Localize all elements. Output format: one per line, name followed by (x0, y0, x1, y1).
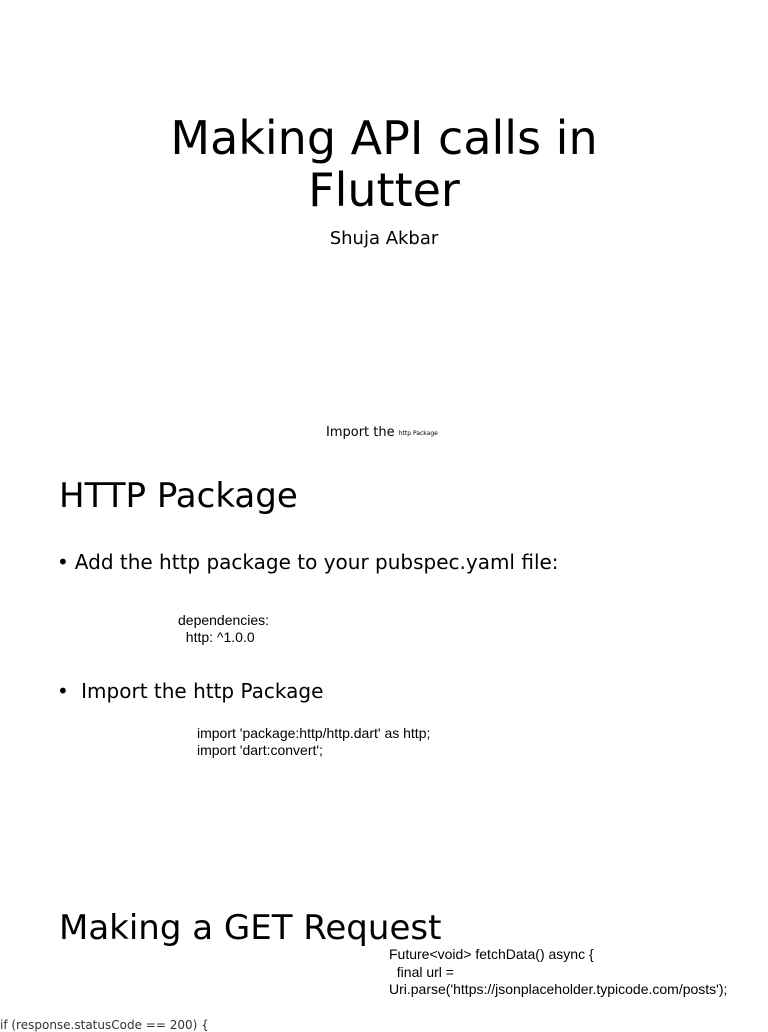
slide-subtitle-author: Shuja Akbar (329, 228, 439, 249)
slide-title (0, 112, 768, 216)
code-block-fetch-data: Future<void> fetchData() async { final url = Uri.parse('https://jsonplaceholder.typicode.com/posts'); (389, 946, 728, 997)
slide-title-line-2: Flutter (308, 163, 460, 217)
cut-off-code-line: if (response.statusCode == 200) { (0, 1018, 209, 1032)
bullet-text: Add the http package to your pubspec.yaml file: (74, 550, 559, 574)
overflow-text-snippet (326, 426, 438, 439)
overflow-snippet-tiny-text: http Package (398, 430, 438, 437)
http-package-heading: HTTP Package (59, 476, 298, 516)
bullet-add-package (57, 550, 559, 574)
bullet-marker: • (57, 550, 69, 574)
get-request-heading: Making a GET Request (59, 908, 442, 948)
code-block-dependencies: dependencies: http: ^1.0.0 (178, 612, 270, 645)
bullet-marker: • (57, 679, 69, 703)
overflow-snippet-text: Import the (326, 425, 399, 440)
bullet-import-package (57, 679, 323, 703)
slide-title-line-1: Making API calls in (170, 111, 598, 165)
bullet-text: Import the http Package (81, 679, 324, 703)
code-block-imports: import 'package:http/http.dart' as http; import 'dart:convert'; (197, 725, 431, 758)
